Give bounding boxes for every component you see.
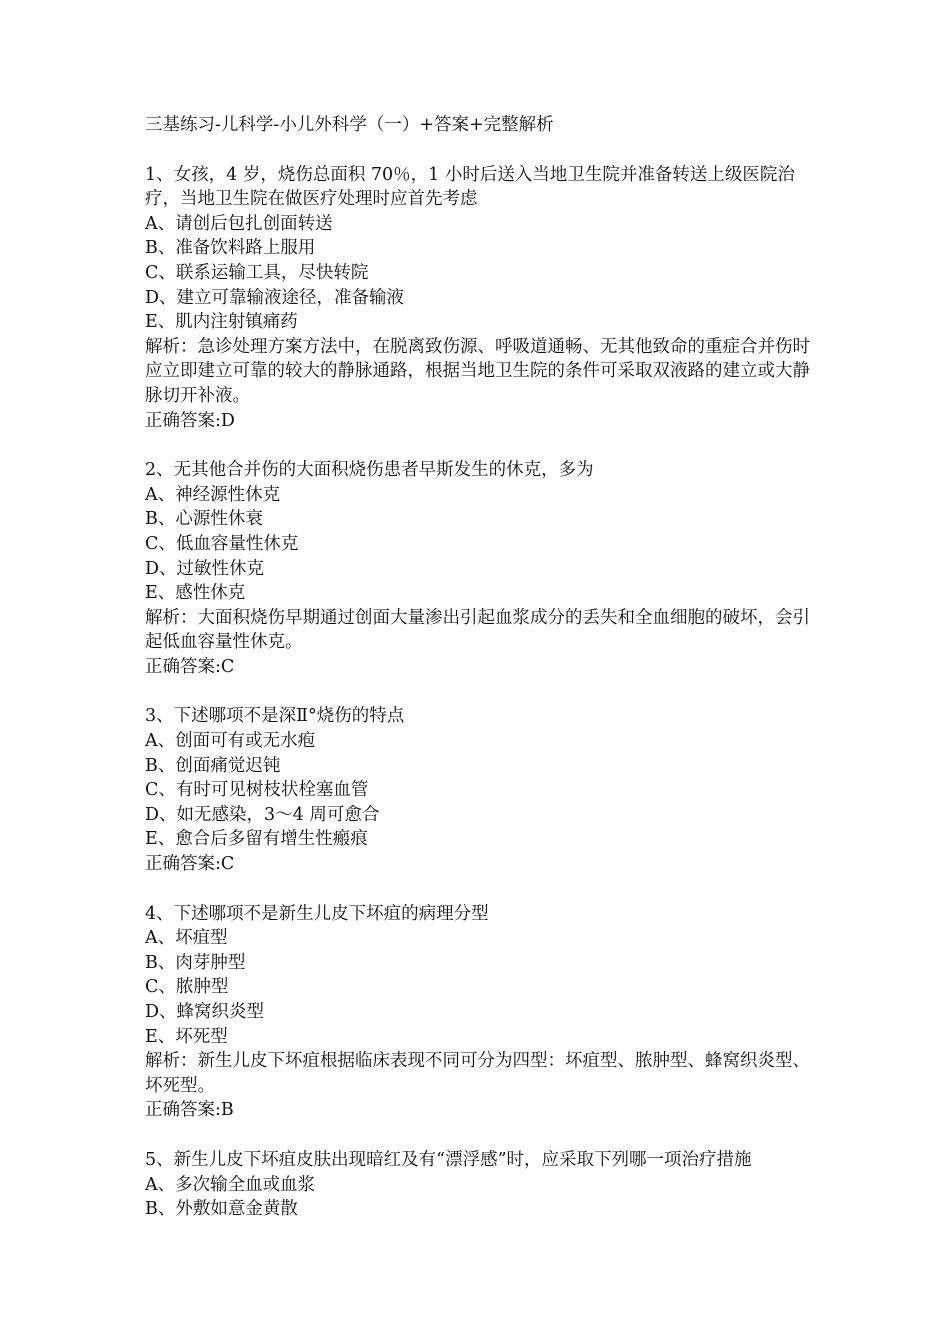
option-b: B、外敷如意金黄散 [145, 1199, 298, 1220]
option-b: B、心源性休衰 [145, 509, 263, 530]
option-d: D、蜂窝织炎型 [145, 1002, 265, 1022]
question-2 [145, 458, 815, 679]
question-5 [145, 1148, 815, 1222]
option-b: B、准备饮料路上服用 [145, 238, 316, 259]
document-title: 三基练习-儿科学-小儿外科学（一）+答案+完整解析 [145, 115, 554, 135]
correct-answer: 正确答案:C [145, 656, 235, 677]
option-d: D、建立可靠输液途径，准备输液 [145, 287, 405, 308]
option-a: A、坏疽型 [145, 928, 228, 949]
option-a: A、请创后包扎创面转送 [145, 213, 333, 234]
option-e: E、愈合后多留有增生性瘢痕 [145, 829, 368, 850]
analysis-text: 解析：新生儿皮下坏疽根据临床表现不同可分为四型：坏疽型、脓肿型、蜂窝织炎型、坏死型。 [145, 1051, 810, 1096]
option-b: B、创面痛觉迟钝 [145, 755, 281, 776]
analysis-text: 解析：急诊处理方案方法中，在脱离致伤源、呼吸道通畅、无其他致命的重症合并伤时应立即建立可靠的较大的静脉通路，根据当地卫生院的条件可采取双液路的建立或大静脉切开补液。 [145, 336, 810, 406]
question-stem: 2、无其他合并伤的大面积烧伤患者早斯发生的休克，多为 [145, 460, 594, 481]
option-d: D、如无感染，3～4 周可愈合 [145, 804, 380, 825]
option-e: E、肌内注射镇痛药 [145, 312, 298, 333]
correct-answer: 正确答案:D [145, 410, 235, 431]
question-4 [145, 902, 815, 1123]
option-e: E、感性休克 [145, 583, 246, 604]
option-c: C、低血容量性休克 [145, 533, 299, 554]
question-stem: 1、女孩，4 岁，烧伤总面积 70％，1 小时后送入当地卫生院并准备转送上级医院治疗，当地卫生院在做医疗处理时应首先考虑 [145, 164, 795, 210]
correct-answer: 正确答案:C [145, 854, 235, 875]
option-a: A、创面可有或无水疱 [145, 731, 316, 752]
option-c: C、有时可见树枝状栓塞血管 [145, 780, 369, 801]
question-stem: 5、新生儿皮下坏疽皮肤出现暗红及有“漂浮感”时，应采取下列哪一项治疗措施 [145, 1149, 752, 1170]
option-a: A、神经源性休克 [145, 484, 281, 505]
option-d: D、过敏性休克 [145, 558, 265, 579]
option-c: C、脓肿型 [145, 977, 229, 998]
question-stem: 4、下述哪项不是新生儿皮下坏疽的病理分型 [145, 903, 489, 924]
option-e: E、坏死型 [145, 1026, 228, 1047]
option-b: B、肉芽肿型 [145, 952, 246, 973]
question-stem: 3、下述哪项不是深Ⅱ°烧伤的特点 [145, 706, 405, 727]
correct-answer: 正确答案:B [145, 1100, 234, 1121]
option-a: A、多次输全血或血浆 [145, 1174, 316, 1195]
document-body [145, 113, 815, 1247]
question-3 [145, 704, 815, 876]
option-c: C、联系运输工具，尽快转院 [145, 262, 369, 283]
analysis-text: 解析：大面积烧伤早期通过创面大量渗出引起血浆成分的丢失和全血细胞的破坏，会引起低血容量性休克。 [145, 607, 810, 653]
question-1 [145, 163, 815, 434]
